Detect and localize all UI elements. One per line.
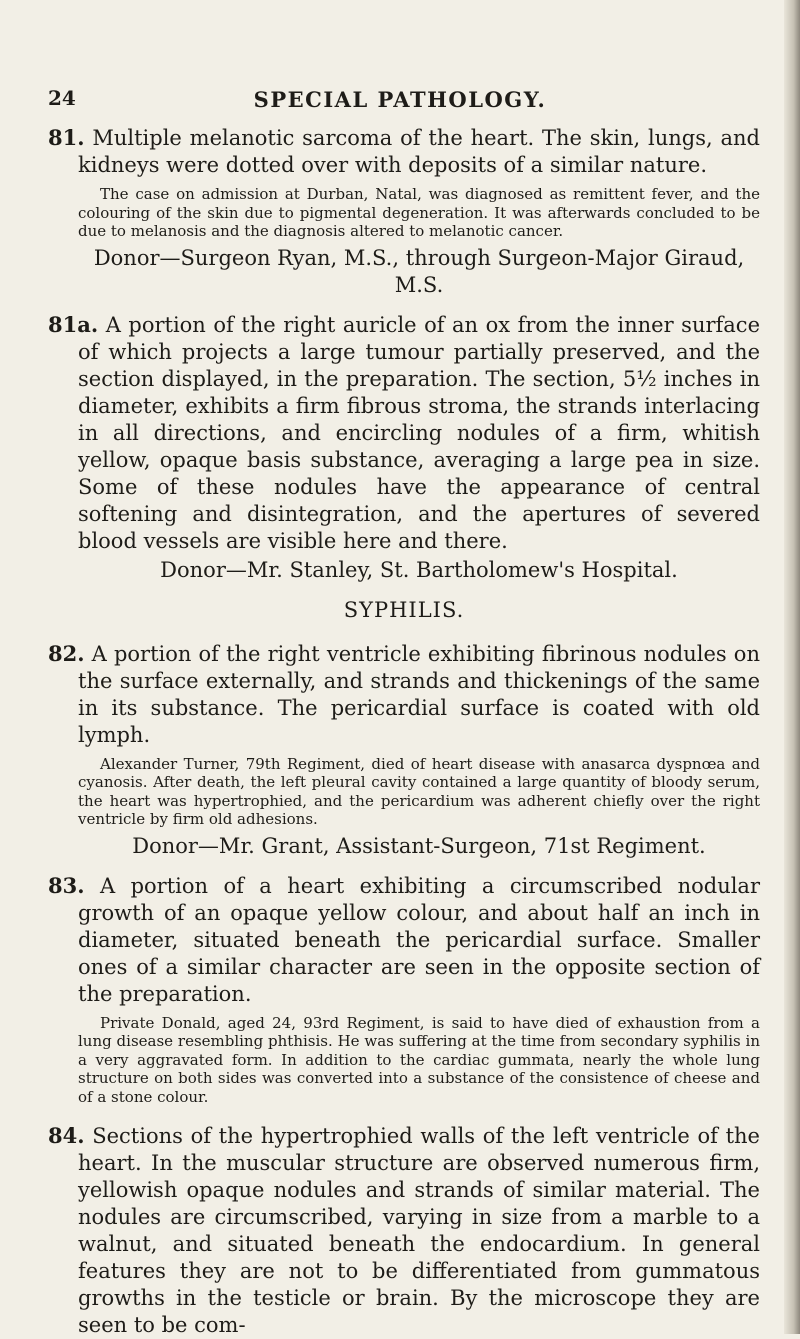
entry-text: A portion of the right ventricle exhibiting fibrinous nodules on the surface externally, and strands and thickenings of the same in its substance. The pericardial surface is coated with old lymph. <box>78 641 760 747</box>
donor-line: Donor—Surgeon Ryan, M.S., through Surgeon-Major Giraud, M.S. <box>93 245 745 297</box>
entry-description <box>48 1122 760 1339</box>
case-note: The case on admission at Durban, Natal, was diagnosed as remittent fever, and the colouring of the skin due to pigmental degeneration. It was afterwards concluded to be due to melanosis and the diagnosis altered to melanotic cancer. <box>78 185 760 240</box>
entry-number: 81. <box>48 125 85 150</box>
page-number: 24 <box>48 86 76 110</box>
entry-text: A portion of the right auricle of an ox from the inner surface of which projects a large tumour partially preserved, and the section displayed, in the preparation. The section, 5½ inches in diameter, exhibits a firm fibrous stroma, the strands interlacing in all directions, and encircling nodules of a firm, whitish yellow, opaque basis substance, averaging a large pea in size. Some of these nodules have the appearance of central softening and disintegration, and the apertures of severed blood vessels are visible here and there. <box>78 312 760 553</box>
entry-description <box>48 124 760 179</box>
entry-number: 84. <box>48 1123 85 1148</box>
entry-description <box>48 872 760 1008</box>
case-note: Private Donald, aged 24, 93rd Regiment, is said to have died of exhaustion from a lung disease resembling phthisis. He was suffering at the time from secondary syphilis in a very aggravated form. In addition to the cardiac gummata, nearly the whole lung structure on both sides was converted into a substance of the consistence of cheese and of a stone colour. <box>78 1013 760 1106</box>
catalogue-entry-83 <box>48 872 760 1107</box>
donor-line: Donor—Mr. Stanley, St. Bartholomew's Hospital. <box>160 557 678 582</box>
entry-text: A portion of a heart exhibiting a circumscribed nodular growth of an opaque yellow colour, and about half an inch in diameter, situated beneath the pericardial surface. Smaller ones of a similar character are seen in the opposite section of the preparation. <box>78 873 760 1006</box>
catalogue-entry-84 <box>48 1122 760 1339</box>
entry-number: 82. <box>48 640 85 666</box>
catalogue-entry-82 <box>48 640 760 860</box>
entry-number: 83. <box>48 872 85 898</box>
catalogue-entry-81a <box>48 311 760 584</box>
entry-text: Sections of the hypertrophied walls of the left ventricle of the heart. In the muscular structure are observed numerous firm, yellowish opaque nodules and strands of similar material. The nodules are circumscribed, varying in size from a marble to a walnut, and situated beneath the endocardium. In general features they are not to be differentiated from gummatous growths in the testicle or brain. By the microscope they are seen to be com- <box>78 1124 760 1337</box>
running-head: SPECIAL PATHOLOGY. <box>253 87 547 112</box>
page-body <box>48 124 760 1339</box>
entry-text: Multiple melanotic sarcoma of the heart. The skin, lungs, and kidneys were dotted over with deposits of a similar nature. <box>78 126 760 177</box>
entry-description <box>48 311 760 555</box>
page-edge-shadow <box>784 0 800 1334</box>
donor-line: Donor—Mr. Grant, Assistant-Surgeon, 71st Regiment. <box>132 833 706 858</box>
section-heading: SYPHILIS. <box>343 597 465 622</box>
entry-number: 81a. <box>48 311 99 337</box>
catalogue-entry-81 <box>48 124 760 299</box>
entry-description <box>48 640 760 749</box>
case-note: Alexander Turner, 79th Regiment, died of heart disease with anasarca dyspnœa and cyanosis. After death, the left pleural cavity contained a large quantity of bloody serum, the heart was hypertrophied, and the pericardium was adherent chiefly over the right ventricle by firm old adhesions. <box>78 754 760 828</box>
